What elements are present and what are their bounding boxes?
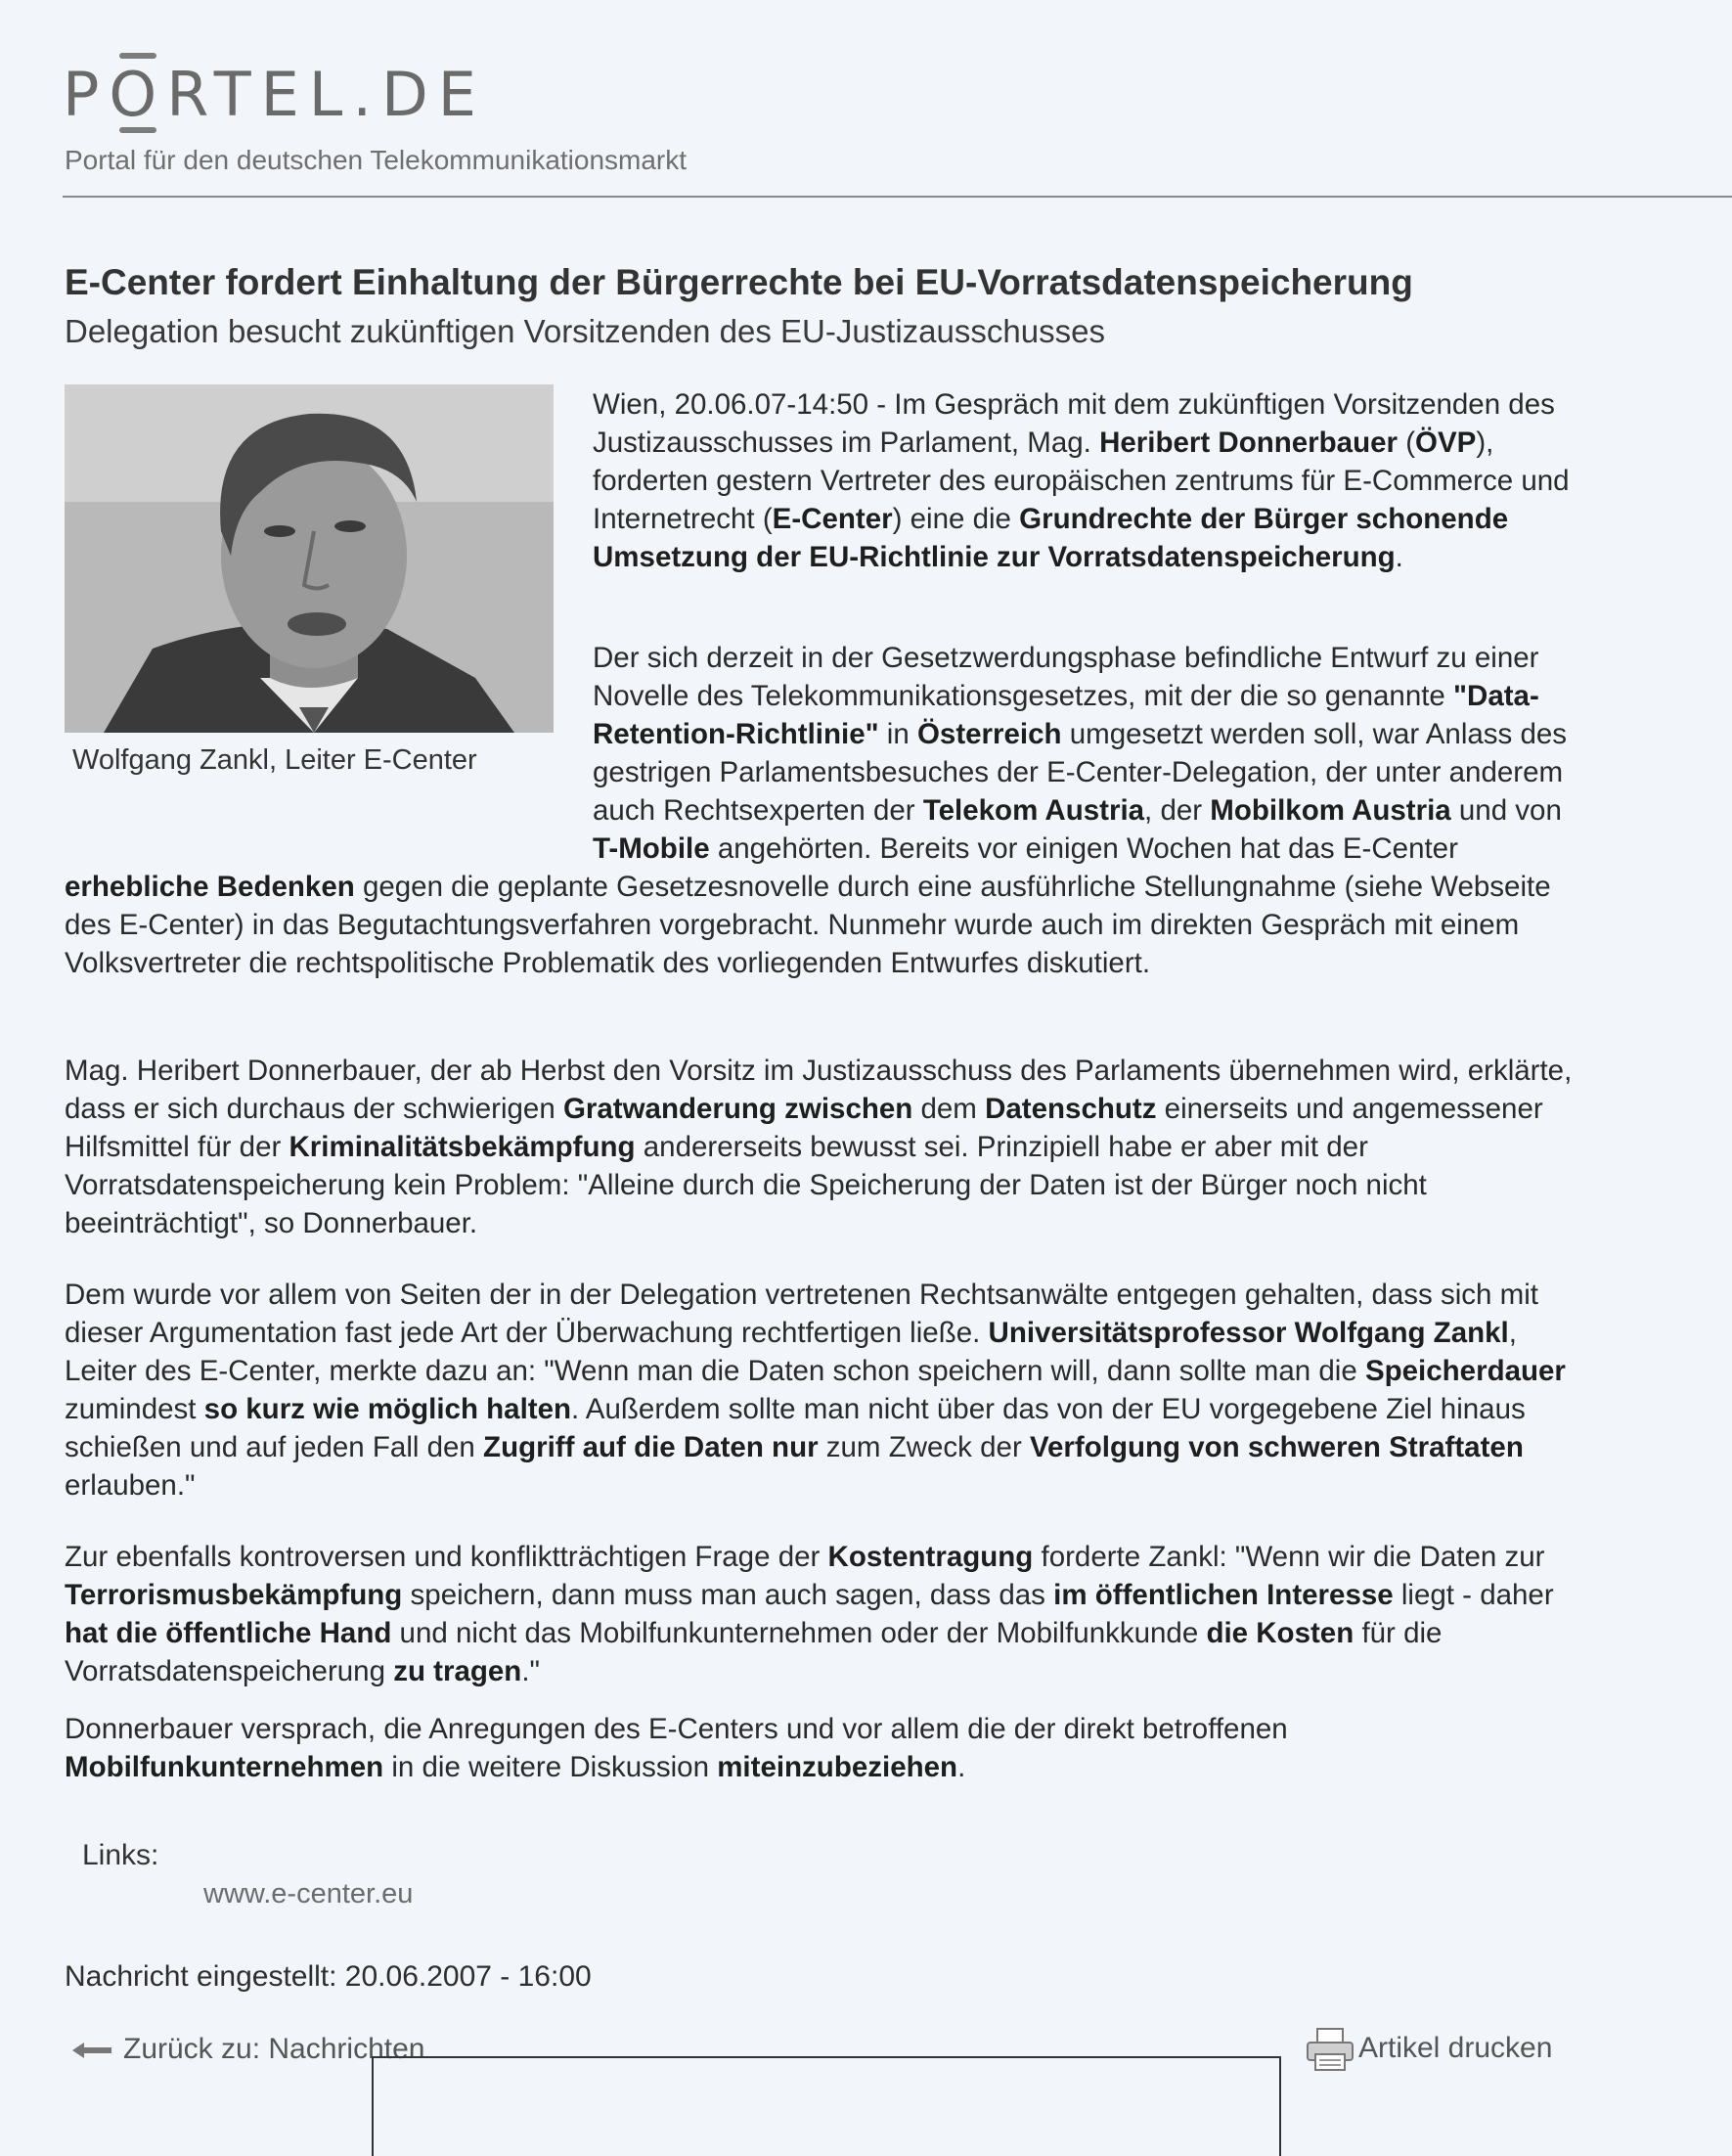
bold-text: hat die öffentliche Hand — [65, 1617, 392, 1649]
back-link-label: Zurück zu: Nachrichten — [123, 2033, 425, 2065]
photo-caption: Wolfgang Zankl, Leiter E-Center — [72, 744, 477, 776]
arrow-left-icon — [70, 2042, 113, 2059]
bold-text: Speicherdauer — [1364, 1355, 1566, 1387]
posted-timestamp: Nachricht eingestellt: 20.06.2007 - 16:00 — [65, 1960, 592, 1993]
logo-text: PORTEL.DE — [63, 59, 486, 130]
text-run: und von — [1450, 794, 1562, 827]
bold-text: T-Mobile — [593, 832, 710, 865]
bold-text: Telekom Austria — [922, 794, 1145, 827]
text-run: . — [1395, 541, 1403, 573]
print-article-link[interactable] — [1304, 2025, 1552, 2074]
bold-text: ÖVP — [1415, 427, 1477, 459]
print-link-label: Artikel drucken — [1358, 2031, 1553, 2064]
article-paragraph — [65, 1710, 1590, 1786]
text-run: Donnerbauer versprach, die Anregungen des E-Centers und vor allem die der direkt betroffenen — [65, 1713, 1288, 1745]
site-tagline: Portal für den deutschen Telekommunikationsmarkt — [65, 145, 688, 175]
article-paragraph — [593, 385, 1571, 576]
bold-text: Grundrechte der Bürger schonende Umsetzung der EU-Richtlinie zur Vorratsdatenspeicherung — [593, 503, 1509, 573]
site-logo[interactable] — [63, 61, 610, 129]
text-run: einerseits und angemessener Hilfsmittel für der — [65, 1093, 1543, 1163]
article-headline: E-Center fordert Einhaltung der Bürgerrechte bei EU-Vorratsdatenspeicherung — [65, 262, 1413, 302]
bold-text: Zugriff auf die Daten nur — [483, 1431, 819, 1463]
text-run: forderte Zankl: "Wenn wir die Daten zur — [1033, 1541, 1545, 1573]
printer-icon — [1304, 2025, 1356, 2074]
text-run: angehörten. Bereits vor einigen Wochen hat das E-Center — [709, 832, 1458, 865]
bold-text: im öffentlichen Interesse — [1053, 1579, 1394, 1611]
header-divider — [63, 196, 1732, 198]
bold-text: Verfolgung von schweren Straftaten — [1029, 1431, 1524, 1463]
text-run: in die weitere Diskussion — [383, 1751, 718, 1783]
bold-text: E-Center — [772, 503, 893, 535]
text-run: . Außerdem sollte man nicht über das von der EU vorgegebene Ziel hinaus schießen und auf jeden Fall den — [65, 1393, 1526, 1463]
bold-text: erhebliche Bedenken — [65, 871, 355, 903]
text-run: gegen die geplante Gesetzesnovelle durch eine ausführliche Stellungnahme (siehe Webseite des E-Center) in das Begutachtungsverfahren vorgebracht. Nunmehr wurde auch im direkten Gespräch mit einem Volksvertreter die rechtspolitische Problematik des vorliegenden Entwurfes diskutiert. — [65, 871, 1551, 979]
bold-text: Kriminalitätsbekämpfung — [289, 1131, 636, 1163]
bold-text: Mobilkom Austria — [1210, 794, 1451, 827]
text-run: ) eine die — [892, 503, 1020, 535]
bold-text: Gratwanderung zwischen — [562, 1093, 913, 1125]
bold-text: Kostentragung — [827, 1541, 1034, 1573]
text-run: und nicht das Mobilfunkunternehmen oder der Mobilfunkkunde — [391, 1617, 1207, 1649]
text-run: umgesetzt werden soll, war Anlass des gestrigen Parlamentsbesuches der E-Center-Delegation, der unter anderem auch Rechtsexperten der — [593, 718, 1568, 827]
bold-text: miteinzubeziehen — [717, 1751, 958, 1783]
text-run: dem — [912, 1093, 986, 1125]
bold-text: Terrorismusbekämpfung — [65, 1579, 403, 1611]
text-run: Wien, 20.06.07-14:50 - Im Gespräch mit dem zukünftigen Vorsitzenden des Justizausschusses im Parlament, Mag. — [593, 388, 1555, 459]
text-run: zum Zweck der — [818, 1431, 1030, 1463]
bold-text: so kurz wie möglich halten — [203, 1393, 572, 1425]
text-run: ." — [521, 1655, 540, 1687]
links-label: Links: — [82, 1839, 159, 1871]
text-run: Zur ebenfalls kontroversen und konfliktträchtigen Frage der — [65, 1541, 828, 1573]
text-run: , der — [1144, 794, 1211, 827]
text-run: in — [878, 718, 917, 750]
text-run: für die Vorratsdatenspeicherung — [65, 1617, 1443, 1687]
text-run: Mag. Heribert Donnerbauer, der ab Herbst den Vorsitz im Justizausschuss des Parlaments übernehmen wird, erklärte, dass er sich durchaus der schwierigen — [65, 1055, 1573, 1125]
bold-text: zu tragen — [393, 1655, 522, 1687]
text-run: , Leiter des E-Center, merkte dazu an: "Wenn man die Daten schon speichern will, dann sollte man die — [65, 1317, 1517, 1387]
article-paragraph — [65, 1052, 1590, 1242]
link-e-center[interactable]: www.e-center.eu — [203, 1878, 414, 1909]
text-run: Der sich derzeit in der Gesetzwerdungsphase befindliche Entwurf zu einer Novelle des Telekommunikationsgesetzes, mit der die so genannte — [593, 642, 1539, 712]
bold-text: die Kosten — [1206, 1617, 1355, 1649]
text-run: liegt - daher — [1393, 1579, 1554, 1611]
article-paragraph — [65, 1276, 1590, 1505]
bold-text: Universitätsprofessor Wolfgang Zankl — [988, 1317, 1509, 1349]
bold-text: Mobilfunkunternehmen — [65, 1751, 384, 1783]
text-run: ( — [1398, 427, 1416, 459]
bold-text: Österreich — [916, 718, 1062, 750]
bold-text: "Data-Retention-Richtlinie" — [593, 680, 1539, 750]
text-run: erlauben." — [65, 1469, 196, 1502]
text-run: zumindest — [65, 1393, 204, 1425]
photo-spacer — [65, 639, 593, 868]
article-subheadline: Delegation besucht zukünftigen Vorsitzenden des EU-Justizausschusses — [65, 313, 1105, 349]
text-run: speichern, dann muss man auch sagen, dass das — [402, 1579, 1054, 1611]
text-run: Dem wurde vor allem von Seiten der in der Delegation vertretenen Rechtsanwälte entgegen gehalten, dass sich mit dieser Argumentation fast jede Art der Überwachung rechtfertigen ließe. — [65, 1279, 1538, 1349]
bold-text: Datenschutz — [985, 1093, 1157, 1125]
footer-frame — [372, 2056, 1281, 2156]
text-run: ), forderten gestern Vertreter des europäischen zentrums für E-Commerce und Internetrecht ( — [593, 427, 1570, 535]
article-paragraph — [65, 1538, 1590, 1690]
text-run: . — [957, 1751, 966, 1783]
text-run: andererseits bewusst sei. Prinzipiell habe er aber mit der Vorratsdatenspeicherung kein Problem: "Alleine durch die Speicherung der Daten ist der Bürger noch nicht beeinträchtigt", so Donnerbauer. — [65, 1131, 1427, 1239]
article-paragraph-wrap — [65, 639, 1590, 982]
bold-text: Heribert Donnerbauer — [1099, 427, 1398, 459]
